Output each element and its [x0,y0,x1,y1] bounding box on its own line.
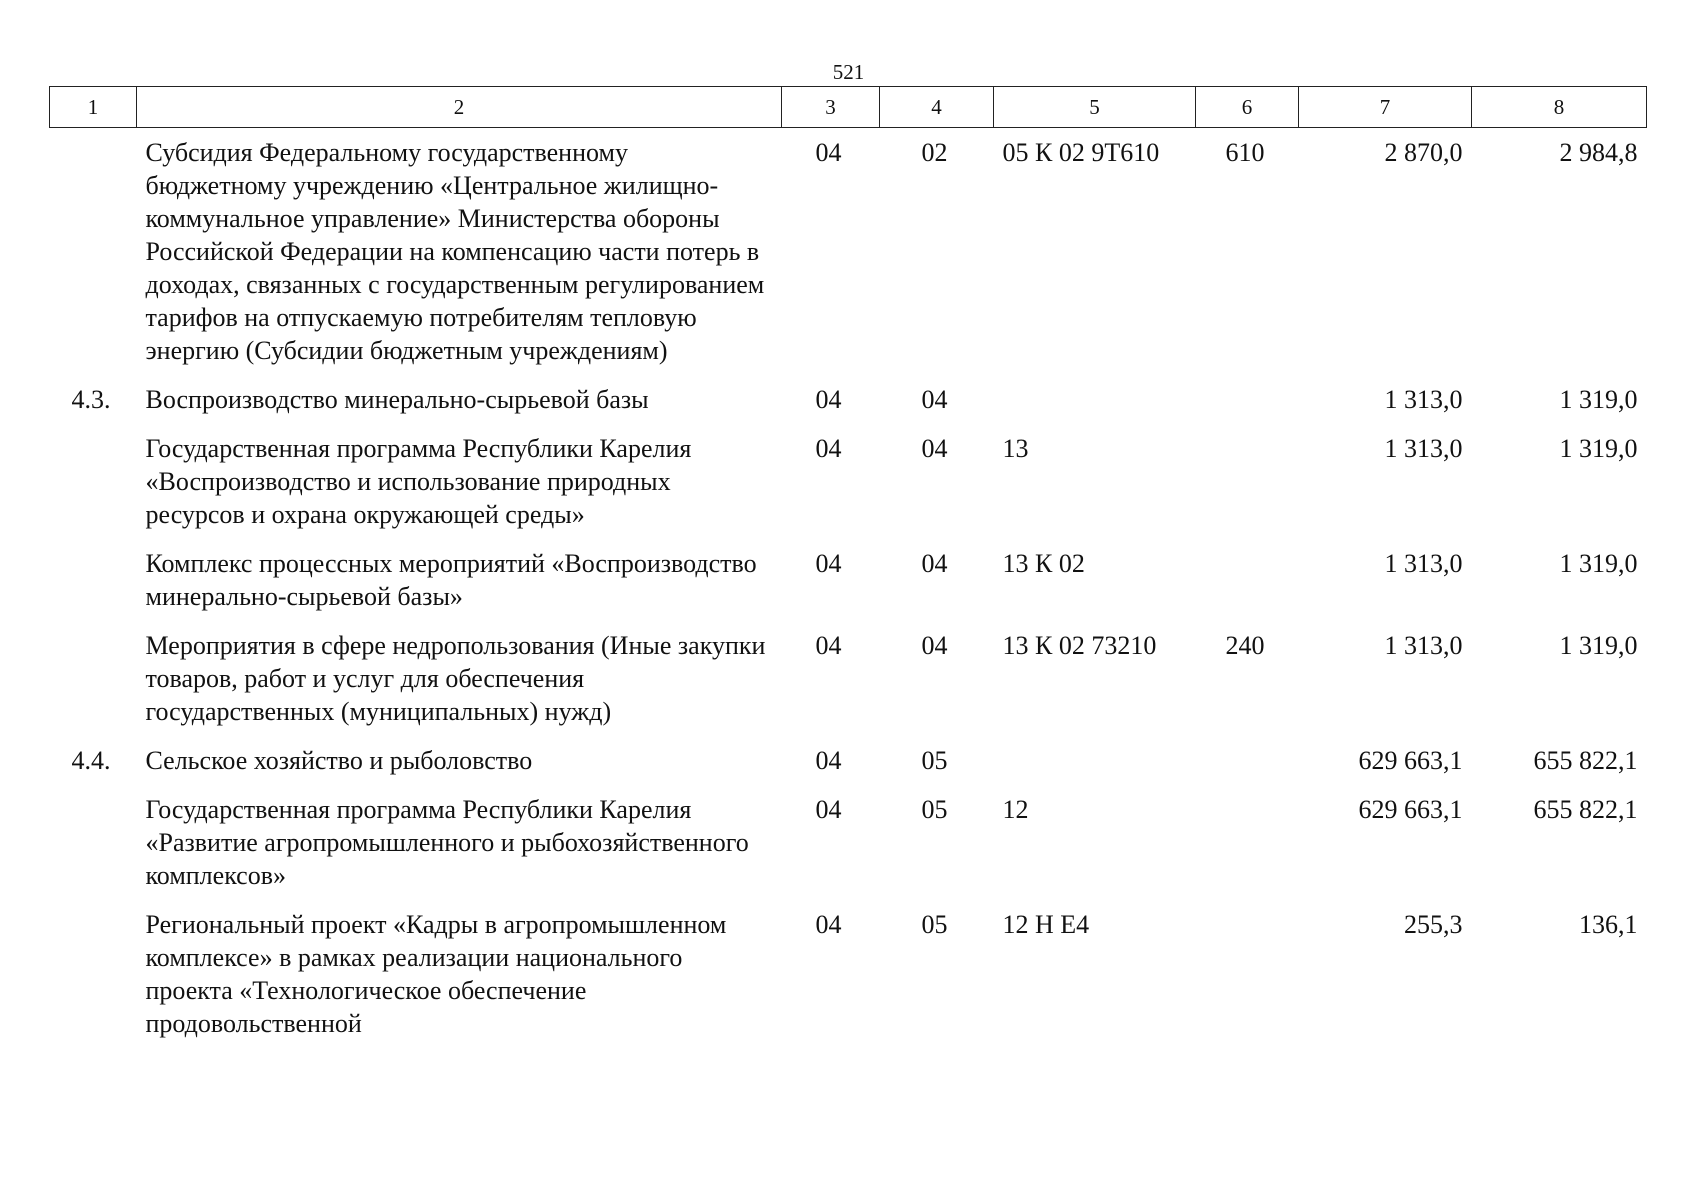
row-sum-year-2: 1 319,0 [1559,385,1638,414]
row-section-code: 04 [815,138,842,167]
row-subsection-code: 02 [921,138,948,167]
row-target-article: 13 К 02 73210 [1002,631,1157,660]
row-sum-year-1: 255,3 [1404,910,1463,939]
row-expense-type [1196,793,1299,908]
row-name: Сельское хозяйство и рыболовство [145,746,533,775]
table-row [50,128,1647,384]
row-sum-year-1: 1 313,0 [1384,549,1463,578]
row-sum-year-2: 2 984,8 [1559,138,1638,167]
row-number [50,793,137,908]
row-subsection-code: 04 [921,385,948,414]
row-name: Государственная программа Республики Карелия «Воспроизводство и использование природных ресурсов и охрана окружающей среды» [145,434,692,529]
row-number [50,629,137,744]
row-target-article: 12 Н Е4 [1002,910,1090,939]
row-section-code: 04 [815,910,842,939]
table-header-row [50,87,1647,128]
table-row [50,908,1647,1056]
row-target-article: 12 [1002,795,1029,824]
header-col-8: 8 [1472,87,1647,128]
row-expense-type: 610 [1225,138,1265,167]
row-name: Мероприятия в сфере недропользования (Иные закупки товаров, работ и услуг для обеспечения государственных (муниципальных) нужд) [145,631,766,726]
table-row [50,629,1647,744]
row-number [50,432,137,547]
table-row [50,547,1647,629]
row-subsection-code: 04 [921,631,948,660]
row-sum-year-2: 136,1 [1579,910,1638,939]
row-expense-type [1196,383,1299,432]
table-row [50,383,1647,432]
row-target-article: 13 К 02 [1002,549,1085,578]
row-sum-year-2: 655 822,1 [1533,746,1638,775]
row-number: 4.4. [71,746,111,775]
row-target-article: 13 [1002,434,1029,463]
row-target-article: 05 К 02 9Т610 [1002,138,1160,167]
row-subsection-code: 04 [921,434,948,463]
header-col-2: 2 [137,87,782,128]
table-row [50,793,1647,908]
row-section-code: 04 [815,549,842,578]
page-number: 521 [832,60,865,84]
row-subsection-code: 04 [921,549,948,578]
row-subsection-code: 05 [921,795,948,824]
row-name: Региональный проект «Кадры в агропромышленном комплексе» в рамках реализации национального проекта «Технологическое обеспечение продовольственной [145,910,727,1038]
row-name: Субсидия Федеральному государственному бюджетному учреждению «Центральное жилищно-коммунальное управление» Министерства обороны Российской Федерации на компенсацию части потерь в доходах, связанных с государственным регулированием тарифов на отпускаемую потребителям тепловую энергию (Субсидии бюджетным учреждениям) [145,138,765,365]
row-expense-type [1196,432,1299,547]
row-sum-year-1: 629 663,1 [1358,746,1463,775]
row-expense-type: 240 [1225,631,1265,660]
row-section-code: 04 [815,434,842,463]
row-target-article [994,744,1196,793]
row-number [50,128,137,384]
row-target-article [994,383,1196,432]
row-expense-type [1196,744,1299,793]
row-section-code: 04 [815,746,842,775]
row-sum-year-1: 2 870,0 [1384,138,1463,167]
row-number: 4.3. [71,385,111,414]
row-section-code: 04 [815,795,842,824]
row-sum-year-1: 1 313,0 [1384,385,1463,414]
row-expense-type [1196,908,1299,1056]
row-number [50,547,137,629]
row-name: Воспроизводство минерально-сырьевой базы [145,385,649,414]
header-col-6: 6 [1196,87,1299,128]
budget-table [49,86,1647,1056]
header-col-4: 4 [880,87,994,128]
row-expense-type [1196,547,1299,629]
header-col-5: 5 [994,87,1196,128]
header-col-3: 3 [782,87,880,128]
row-section-code: 04 [815,631,842,660]
row-sum-year-1: 1 313,0 [1384,434,1463,463]
row-sum-year-2: 655 822,1 [1533,795,1638,824]
header-col-1: 1 [50,87,137,128]
table-row [50,744,1647,793]
row-subsection-code: 05 [921,910,948,939]
table-row [50,432,1647,547]
row-section-code: 04 [815,385,842,414]
header-col-7: 7 [1299,87,1472,128]
row-name: Государственная программа Республики Карелия «Развитие агропромышленного и рыбохозяйственного комплексов» [145,795,749,890]
row-sum-year-1: 1 313,0 [1384,631,1463,660]
row-sum-year-1: 629 663,1 [1358,795,1463,824]
row-sum-year-2: 1 319,0 [1559,631,1638,660]
row-sum-year-2: 1 319,0 [1559,434,1638,463]
row-name: Комплекс процессных мероприятий «Воспроизводство минерально-сырьевой базы» [145,549,757,611]
row-subsection-code: 05 [921,746,948,775]
row-sum-year-2: 1 319,0 [1559,549,1638,578]
row-number [50,908,137,1056]
